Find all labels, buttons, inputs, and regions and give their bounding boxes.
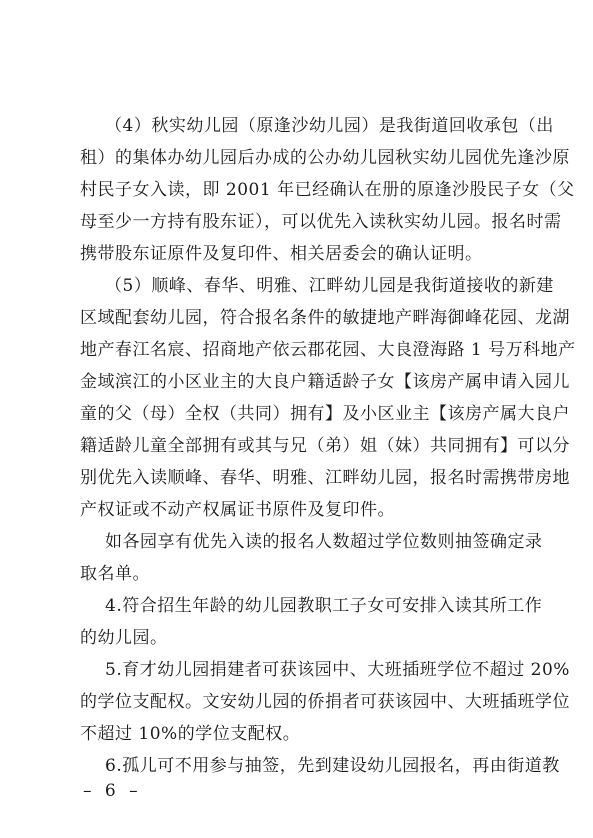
paragraph-line: 母至少一方持有股东证），可以优先入读秋实幼儿园。报名时需 xyxy=(80,212,562,232)
paragraph-line: 区域配套幼儿园，符合报名条件的敏捷地产畔海御峰花园、龙湖 xyxy=(80,308,570,328)
paragraph-line: 携带股东证原件及复印件、相关居委会的确认证明。 xyxy=(80,244,483,264)
paragraph-line: 村民子女入读，即 2001 年已经确认在册的原逢沙股民子女（父 xyxy=(80,180,575,200)
paragraph-line: 如各园享有优先入读的报名人数超过学位数则抽签确定录 xyxy=(105,532,543,552)
paragraph-line: 地产春江名宸、招商地产依云郡花园、大良澄海路 1 号万科地产 xyxy=(80,340,576,360)
paragraph-line: 的幼儿园。 xyxy=(80,628,168,648)
paragraph-line: 的学位支配权。文安幼儿园的侨捐者可获该园中、大班插班学位 xyxy=(80,692,570,712)
paragraph-line: 租）的集体办幼儿园后办成的公办幼儿园秋实幼儿园优先逢沙原 xyxy=(80,148,570,168)
paragraph-line: 取名单。 xyxy=(80,564,150,584)
paragraph-line: 6.孤儿可不用参与抽签，先到建设幼儿园报名，再由街道教 xyxy=(105,756,560,776)
paragraph-line: 产权证或不动产权属证书原件及复印件。 xyxy=(80,500,395,520)
page-number: – 6 – xyxy=(83,781,142,801)
paragraph-line: 5.育才幼儿园捐建者可获该园中、大班插班学位不超过 20% xyxy=(105,660,570,680)
paragraph-line: 别优先入读顺峰、春华、明雅、江畔幼儿园，报名时需携带房地 xyxy=(80,468,570,488)
paragraph-line: 4.符合招生年龄的幼儿园教职工子女可安排入读其所工作 xyxy=(105,596,543,616)
paragraph-line: （4）秋实幼儿园（原逢沙幼儿园）是我街道回收承包（出 xyxy=(105,116,554,136)
paragraph-line: 金域滨江的小区业主的大良户籍适龄子女【该房产属申请入园儿 xyxy=(80,372,570,392)
paragraph-line: （5）顺峰、春华、明雅、江畔幼儿园是我街道接收的新建 xyxy=(105,276,554,296)
paragraph-line: 籍适龄儿童全部拥有或其与兄（弟）姐（妹）共同拥有】可以分 xyxy=(80,436,570,456)
paragraph-line: 童的父（母）全权（共同）拥有】及小区业主【该房产属大良户 xyxy=(80,404,570,424)
paragraph-line: 不超过 10%的学位支配权。 xyxy=(80,724,301,744)
